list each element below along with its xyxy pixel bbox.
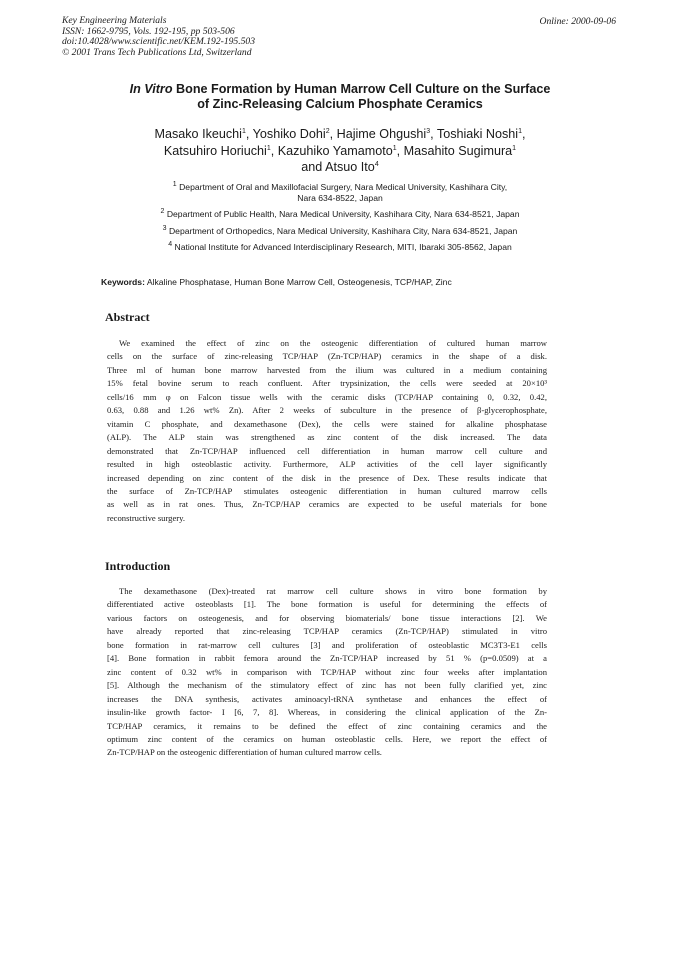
affiliation-line: Department of Orthopedics, Nara Medical University, Kashihara City, Nara 634-8521, Japan: [168, 225, 518, 236]
abstract-heading: Abstract: [105, 310, 150, 324]
abstract-line: (ALP). The ALP stain was strengthened as zinc content of the disk increased. The data: [107, 432, 547, 443]
affiliation-1: [70, 182, 610, 204]
author-sep: ,: [430, 127, 437, 141]
keywords-text: Alkaline Phosphatase, Human Bone Marrow Cell, Osteogenesis, TCP/HAP, Zinc: [144, 277, 452, 287]
abstract-line: demonstrated that Zn-TCP/HAP influenced cell differentiation in human marrow cell culture and: [107, 445, 547, 456]
abstract-line: Three ml of human bone marrow harvested from the ilium was cultured in a medium containing: [107, 364, 547, 375]
author-list: [70, 126, 610, 176]
paper-title: [70, 82, 610, 112]
abstract-line: cells/16 mm φ on Falcon tissue wells with the ceramic disks (TCP/HAP containing 0, 0.32, 0.42,: [107, 391, 547, 402]
author-name: Atsuo Ito: [325, 160, 375, 174]
author-affil-sup: 1: [512, 144, 517, 152]
title-italic: In Vitro: [129, 82, 173, 96]
affiliation-sup: 2: [160, 208, 165, 216]
abstract-line: as well as in rat ones. Thus, Zn-TCP/HAP ceramics are expected to be useful materials for bone: [107, 499, 547, 510]
intro-line: TCP/HAP ceramics, it remains to be defined the effect of zinc containing ceramics and the: [107, 720, 547, 731]
affiliation-sup: 1: [172, 181, 177, 189]
issn-line: ISSN: 1662-9795, Vols. 192-195, pp 503-506: [62, 25, 235, 37]
intro-line: Zn-TCP/HAP on the osteogenic differentiation of human cultured marrow cells.: [107, 747, 382, 758]
intro-line: [4]. Bone formation in rabbit femora around the Zn-TCP/HAP increased by 51 % (p=0.0509) at a: [107, 653, 547, 664]
introduction-heading: Introduction: [105, 559, 171, 573]
abstract-line: 0.63, 0.88 and 1.26 wt% Zn). After 2 weeks of subculture in the presence of β-glycerophosphate,: [107, 405, 547, 416]
author-name: Katsuhiro Horiuchi: [163, 143, 267, 158]
keywords-label: Keywords:: [101, 277, 145, 287]
author-name: Kazuhiko Yamamoto: [277, 143, 393, 158]
intro-line: differentiated active osteoblasts [1]. The bone formation is useful for determining the effects of: [107, 599, 547, 610]
intro-line: increases the DNA synthesis, activates aminoacyl-tRNA synthetase and enhances the effect of: [107, 693, 547, 704]
affiliation-4: [70, 242, 610, 253]
abstract-line: resulted in high osteoblastic activity. Furthermore, ALP activities of the cell layer significantly: [107, 459, 547, 470]
authors-line-3: [70, 159, 610, 176]
abstract-line: 15% fetal bovine serum to reach confluent. After trypsinization, the cells were seeded at 20×10³: [107, 378, 547, 389]
intro-line: The dexamethasone (Dex)-treated rat marrow cell culture shows in vitro bone formation by: [119, 586, 547, 596]
affiliation-line: Department of Oral and Maxillofacial Surgery, Nara Medical University, Kashihara City,: [179, 182, 508, 192]
abstract-body: [107, 337, 547, 525]
title-line-1: [70, 82, 610, 97]
journal-name: Key Engineering Materials: [62, 15, 167, 26]
author-affil-sup: 1: [241, 127, 246, 135]
affiliation-line: Department of Public Health, Nara Medical University, Kashihara City, Nara 634-8521, Japan: [166, 209, 520, 220]
intro-line: bone formation in rat-marrow cell cultures [3] and proliferation of osteoblastic MC3T3-E1 cells: [107, 639, 547, 650]
affiliation-sup: 4: [168, 240, 173, 248]
author-sep: ,: [245, 127, 253, 141]
author-name: Hajime Ohgushi: [336, 127, 427, 141]
introduction-body: [107, 585, 547, 760]
doi-line: doi:10.4028/www.scientific.net/KEM.192-195.503: [62, 36, 256, 48]
title-line-1-rest: Bone Formation by Human Marrow Cell Culture on the Surface: [172, 82, 551, 96]
abstract-line: the surface of Zn-TCP/HAP stimulates osteogenic differentiation in human cultured marrow cells: [107, 485, 547, 496]
affiliation-list: [70, 182, 610, 258]
author-name: Masako Ikeuchi: [154, 127, 242, 141]
author-sep: ,: [522, 127, 526, 141]
affiliation-2: [70, 209, 610, 220]
keywords: [101, 277, 581, 287]
intro-line: have already reported that zinc-releasing TCP/HAP ceramics (Zn-TCP/HAP) stimulated in vitro: [107, 626, 547, 637]
intro-line: zinc content of 0.32 wt% in comparison with TCP/HAP without zinc four weeks after implantation: [107, 666, 547, 677]
intro-line: insulin-like growth factor- I [6, 7, 8]. Whereas, in considering the clinical application of the Zn-: [107, 707, 547, 718]
abstract-line: We examined the effect of zinc on the osteogenic differentiation of cultured human marrow: [119, 338, 547, 348]
authors-line-1: [70, 126, 610, 143]
copyright-line: © 2001 Trans Tech Publications Ltd, Switzerland: [62, 46, 252, 58]
affiliation-line: National Institute for Advanced Interdisciplinary Research, MITI, Ibaraki 305-8562, Japan: [174, 241, 512, 252]
author-sep: ,: [329, 127, 337, 141]
abstract-line: increased depending on zinc content of the disk in the presence of Dex. These results indicate that: [107, 472, 547, 483]
author-name: Yoshiko Dohi: [252, 127, 326, 141]
authors-line-2: [70, 143, 610, 160]
author-affil-sup: 1: [392, 144, 397, 152]
abstract-line: vitamin C phosphate, and dexamethasone (Dex), the cells were stained for alkaline phosphatase: [107, 418, 547, 429]
journal-header: [62, 16, 622, 58]
intro-line: optimum zinc content of the ceramics on human osteoblastic cells. Here, we report the effect of: [107, 733, 547, 744]
affiliation-sup: 3: [162, 224, 167, 232]
author-affil-sup: 1: [518, 127, 523, 135]
author-and: and: [301, 160, 326, 174]
intro-line: various factors on osteogenesis, and for observing biomaterials/ bone tissue interactions [2]. We: [107, 612, 547, 623]
abstract-line: reconstructive surgery.: [107, 512, 186, 523]
author-name: Masahito Sugimura: [403, 143, 513, 158]
affiliation-3: [70, 226, 610, 237]
author-affil-sup: 1: [266, 144, 271, 152]
online-date: Online: 2000-09-06: [539, 16, 616, 27]
author-affil-sup: 3: [426, 127, 431, 135]
author-name: Toshiaki Noshi: [436, 127, 519, 141]
affiliation-line: Nara 634-8522, Japan: [297, 193, 383, 204]
author-affil-sup: 4: [374, 160, 379, 168]
author-affil-sup: 2: [325, 127, 330, 135]
author-sep: ,: [270, 143, 278, 158]
intro-line: [5]. Although the mechanism of the stimulatory effect of zinc has not been fully clarified yet, zinc: [107, 680, 547, 691]
title-line-2: of Zinc-Releasing Calcium Phosphate Ceramics: [197, 97, 483, 111]
author-sep: ,: [396, 143, 404, 158]
abstract-line: cells on the surface of zinc-releasing TCP/HAP (Zn-TCP/HAP) ceramics in the shape of a disk.: [107, 351, 547, 362]
